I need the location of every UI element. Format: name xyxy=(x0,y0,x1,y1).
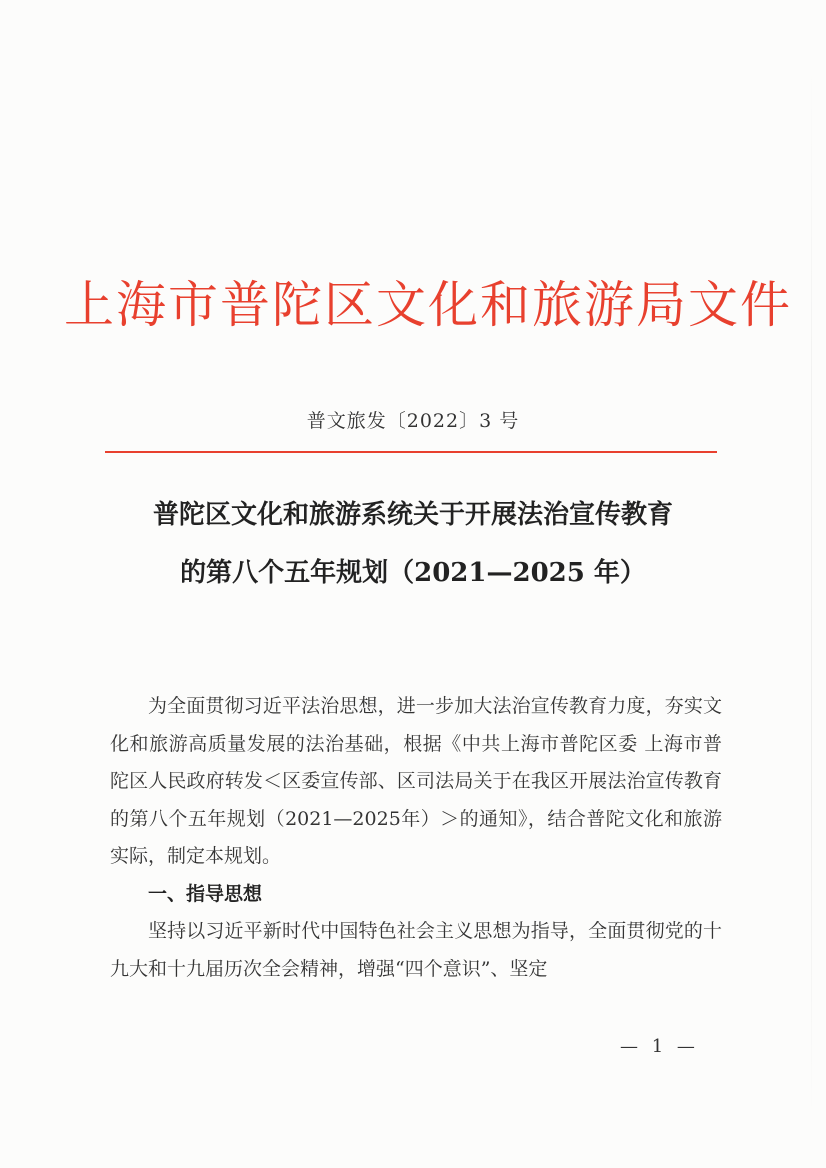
intro-paragraph: 为全面贯彻习近平法治思想，进一步加大法治宣传教育力度，夯实文化和旅游高质量发展的法治基础，根据《中共上海市普陀区委 上海市普陀区人民政府转发＜区委宣传部、区司法局关于在我区开展法治宣传教育的第八个五年规划（2021—2025年）＞的通知》，结合普陀文化和旅游实际，制定本规划。 xyxy=(110,695,722,867)
document-masthead: 上海市普陀区文化和旅游局文件 xyxy=(64,276,792,334)
document-title xyxy=(80,486,746,602)
section-heading: 一、指导思想 xyxy=(148,882,263,905)
section-paragraph: 坚持以习近平新时代中国特色社会主义思想为指导，全面贯彻党的十九大和十九届历次全会精神，增强“四个意识”、坚定 xyxy=(110,920,722,980)
page-number: — 1 — xyxy=(620,1036,699,1057)
document-body xyxy=(110,688,722,988)
scan-edge-shadow xyxy=(811,60,812,1120)
red-separator-line xyxy=(105,451,717,453)
title-line-1: 普陀区文化和旅游系统关于开展法治宣传教育 xyxy=(152,500,673,530)
title-line-2: 的第八个五年规划（2021—2025 年） xyxy=(180,558,646,588)
document-number: 普文旅发〔2022〕3 号 xyxy=(306,410,520,432)
